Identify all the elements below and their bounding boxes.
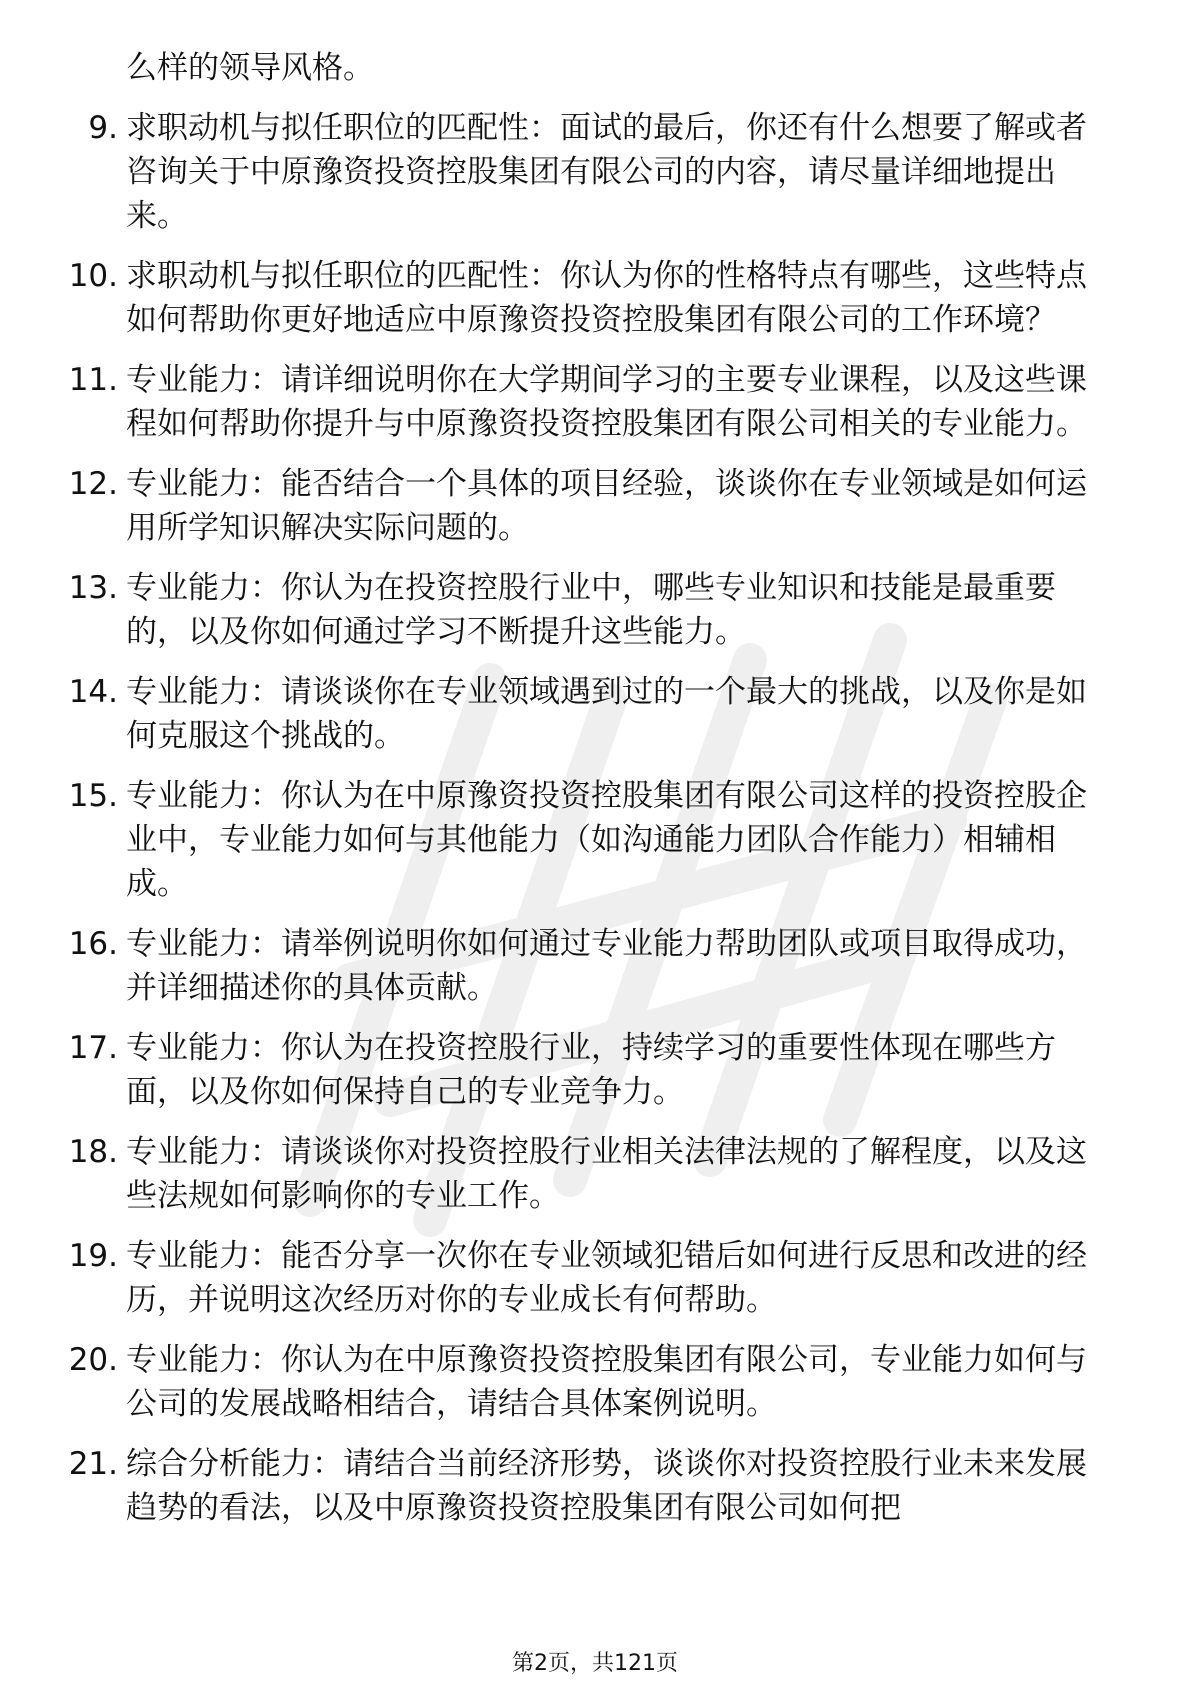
question-text: 专业能力：能否分享一次你在专业领域犯错后如何进行反思和改进的经历，并说明这次经历对你的专业成长有何帮助。 (126, 1238, 1087, 1318)
question-number: 20. (68, 1342, 118, 1378)
question-text: 专业能力：你认为在投资控股行业中，哪些专业知识和技能是最重要的，以及你如何通过学习不断提升这些能力。 (126, 570, 1056, 650)
question-list (56, 106, 1116, 1530)
question-number: 13. (68, 570, 118, 606)
question-number: 14. (68, 674, 118, 710)
question-text: 专业能力：你认为在中原豫资投资控股集团有限公司，专业能力如何与公司的发展战略相结合，请结合具体案例说明。 (126, 1342, 1087, 1422)
list-item (56, 774, 1116, 906)
continued-text: 么样的领导风格。 (126, 50, 374, 86)
list-item (56, 1442, 1116, 1530)
list-item (56, 462, 1116, 550)
list-item (56, 922, 1116, 1010)
page-footer: 第2页，共121页 (512, 1651, 678, 1676)
list-item (56, 254, 1116, 342)
question-text: 专业能力：你认为在中原豫资投资控股集团有限公司这样的投资控股企业中，专业能力如何与其他能力（如沟通能力团队合作能力）相辅相成。 (126, 778, 1087, 902)
document-content (56, 46, 1116, 1546)
list-item (56, 1234, 1116, 1322)
question-number: 9. (88, 110, 118, 146)
question-text: 专业能力：请详细说明你在大学期间学习的主要专业课程，以及这些课程如何帮助你提升与中原豫资投资控股集团有限公司相关的专业能力。 (126, 362, 1087, 442)
question-text: 求职动机与拟任职位的匹配性：你认为你的性格特点有哪些，这些特点如何帮助你更好地适应中原豫资投资控股集团有限公司的工作环境？ (126, 258, 1087, 338)
question-number: 15. (68, 778, 118, 814)
question-text: 专业能力：请谈谈你在专业领域遇到过的一个最大的挑战，以及你是如何克服这个挑战的。 (126, 674, 1087, 754)
question-number: 11. (68, 362, 118, 398)
question-text: 专业能力：请举例说明你如何通过专业能力帮助团队或项目取得成功，并详细描述你的具体贡献。 (126, 926, 1087, 1006)
question-number: 18. (68, 1134, 118, 1170)
question-number: 17. (68, 1030, 118, 1066)
question-text: 专业能力：能否结合一个具体的项目经验，谈谈你在专业领域是如何运用所学知识解决实际问题的。 (126, 466, 1087, 546)
list-item (56, 358, 1116, 446)
list-item (56, 1338, 1116, 1426)
list-item (56, 670, 1116, 758)
question-number: 12. (68, 466, 118, 502)
question-text: 专业能力：请谈谈你对投资控股行业相关法律法规的了解程度，以及这些法规如何影响你的专业工作。 (126, 1134, 1087, 1214)
list-item (56, 566, 1116, 654)
question-text: 求职动机与拟任职位的匹配性：面试的最后，你还有什么想要了解或者咨询关于中原豫资投资控股集团有限公司的内容，请尽量详细地提出来。 (126, 110, 1087, 234)
question-number: 16. (68, 926, 118, 962)
question-text: 综合分析能力：请结合当前经济形势，谈谈你对投资控股行业未来发展趋势的看法，以及中原豫资投资控股集团有限公司如何把 (126, 1446, 1087, 1526)
question-number: 21. (68, 1446, 118, 1482)
list-item (56, 1026, 1116, 1114)
list-item (56, 106, 1116, 238)
question-number: 19. (68, 1238, 118, 1274)
question-text: 专业能力：你认为在投资控股行业，持续学习的重要性体现在哪些方面，以及你如何保持自己的专业竞争力。 (126, 1030, 1056, 1110)
question-number: 10. (68, 258, 118, 294)
list-item (56, 1130, 1116, 1218)
